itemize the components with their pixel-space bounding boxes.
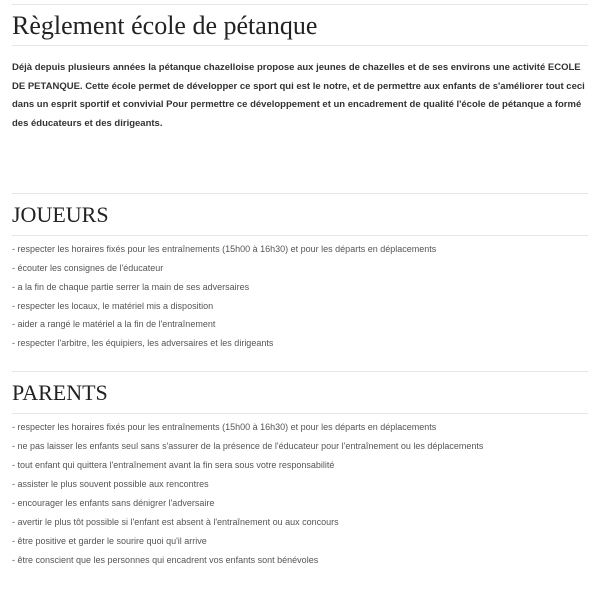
page-content — [12, 0, 588, 570]
joueurs-heading: JOUEURS — [12, 201, 109, 227]
list-item: - respecter les locaux, le matériel mis a disposition — [12, 300, 214, 311]
list-item: - tout enfant qui quittera l'entraînement avant la fin sera sous votre responsabilité — [12, 460, 335, 471]
list-item: - a la fin de chaque partie serrer la main de ses adversaires — [12, 281, 250, 292]
list-item: - assister le plus souvent possible aux rencontres — [12, 478, 209, 489]
top-divider — [12, 4, 588, 5]
parents-heading: PARENTS — [12, 380, 108, 406]
list-item: - ne pas laisser les enfants seul sans s'assurer de la présence de l'éducateur pour l'entraînement ou les déplacements — [12, 441, 484, 452]
joueurs-list — [12, 240, 588, 353]
joueurs-divider — [12, 235, 588, 236]
parents-top-divider — [12, 371, 588, 372]
list-item: - respecter les horaires fixés pour les entraînements (15h00 à 16h30) et pour les départs en déplacements — [12, 243, 437, 254]
list-item: - respecter l'arbitre, les équipiers, les adversaires et les dirigeants — [12, 338, 274, 349]
list-item: - être conscient que les personnes qui encadrent vos enfants sont bénévoles — [12, 554, 319, 565]
list-item: - écouter les consignes de l'éducateur — [12, 262, 164, 273]
list-item: - avertir le plus tôt possible si l'enfant est absent à l'entraînement ou aux concours — [12, 516, 339, 527]
parents-list — [12, 418, 588, 569]
joueurs-top-divider — [12, 193, 588, 194]
list-item: - encourager les enfants sans dénigrer l'adversaire — [12, 497, 215, 508]
parents-divider — [12, 413, 588, 414]
page-title: Règlement école de pétanque — [12, 11, 318, 40]
intro-paragraph: Déjà depuis plusieurs années la pétanque chazelloise propose aux jeunes de chazelles et de ses environs une activité ECOLE DE PETANQUE. Cette école permet de développer ce sport qui est le notre, et de permettre aux enfants de s'améliorer tout ceci dans un esprit sportif et convivial Pour permettre ce développement et un encadrement de qualité l'école de pétanque a formé des éducateurs et des dirigeants. — [12, 62, 585, 130]
list-item: - être positive et garder le sourire quoi qu'il arrive — [12, 535, 207, 546]
list-item: - aider a rangé le matériel a la fin de l'entraînement — [12, 319, 216, 330]
title-divider — [12, 45, 588, 46]
list-item: - respecter les horaires fixés pour les entraînements (15h00 à 16h30) et pour les départs en déplacements — [12, 422, 437, 433]
